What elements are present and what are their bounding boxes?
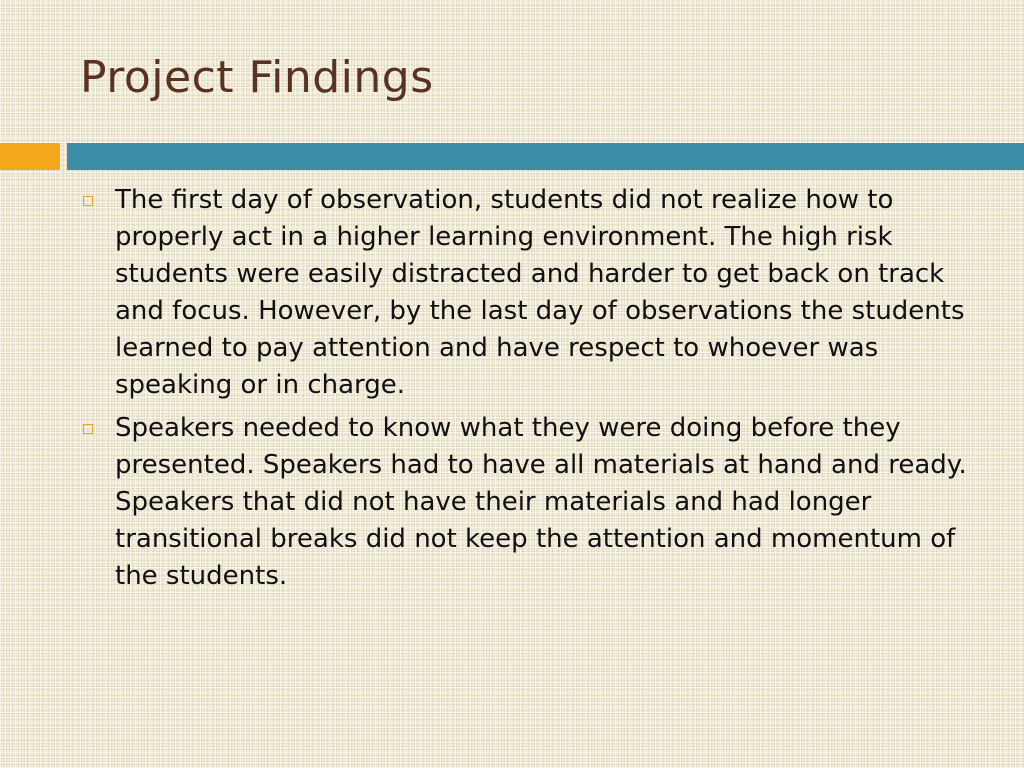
square-bullet-icon [83, 424, 93, 434]
bullet-list [80, 182, 990, 601]
square-bullet-icon [83, 196, 93, 206]
bullet-text: Speakers needed to know what they were doing before they presented. Speakers had to have all materials at hand and ready. Speakers that did not have their materials and had longer transitional breaks did not keep the attention and momentum of the students. [115, 413, 967, 591]
bullet-item [80, 182, 990, 404]
bullet-text: The first day of observation, students did not realize how to properly act in a higher learning environment. The high risk students were easily distracted and harder to get back on track and focus. However, by the last day of observations the students learned to pay attention and have respect to whoever was speaking or in charge. [115, 185, 965, 400]
divider-accent-block [0, 143, 60, 170]
bullet-item [80, 410, 990, 595]
divider-main-band [67, 143, 1024, 170]
title-divider [0, 143, 1024, 170]
slide-title: Project Findings [80, 52, 434, 103]
